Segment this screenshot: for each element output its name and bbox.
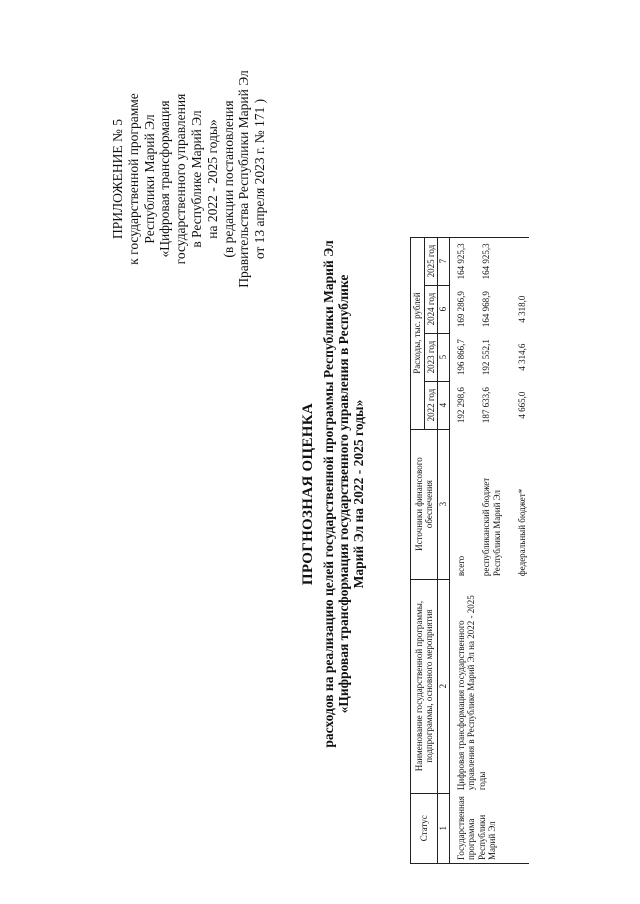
header-expenses: Расходы, тыс. рублей (411, 237, 425, 429)
header-year-2022: 2022 год (424, 381, 438, 429)
row-value: 196 866,7 (455, 339, 466, 376)
header-year-2023: 2023 год (424, 333, 438, 381)
appendix-line: (в редакции постановления (220, 100, 236, 258)
appendix-line: на 2022 - 2025 годы» (204, 119, 220, 239)
main-title: ПРОГНОЗНАЯ ОЦЕНКА (300, 402, 316, 586)
row-value: 169 286,9 (455, 291, 466, 328)
col-number: 7 (438, 237, 450, 285)
row-value: 4 314,6 (517, 343, 527, 371)
col-number: 6 (438, 285, 450, 333)
header-status: Статус (411, 793, 438, 863)
appendix-line: Республики Марий Эл (141, 114, 157, 244)
row-value: 4 318,0 (517, 295, 527, 323)
row-status: Государственная программа Республики Марий Эл (449, 793, 529, 863)
appendix-header (110, 54, 268, 304)
row-value: 192 552,1 (481, 339, 491, 376)
row-source: республиканский бюджет Республики Марий Эл (481, 477, 502, 577)
expenses-table (410, 237, 529, 864)
row-value: 164 925,3 (467, 237, 503, 285)
col-number: 5 (438, 333, 450, 381)
appendix-line: «Цифровая трансформация (157, 100, 173, 258)
table-row (449, 237, 467, 863)
appendix-line: от 13 апреля 2023 г. № 171 ) (252, 98, 268, 260)
appendix-line: государственного управления (173, 93, 189, 265)
header-name: Наименование государственной программы, подпрограммы, основного мероприятия (411, 579, 438, 793)
subtitle-line: Марий Эл на 2022 - 2025 годы» (351, 399, 366, 589)
row-value: 187 633,6 (481, 387, 491, 424)
row-value: 4 665,0 (517, 391, 527, 419)
header-source: Источники финансового обеспечения (411, 429, 438, 579)
row-value (503, 237, 529, 285)
header-year-2025: 2025 год (424, 237, 438, 285)
col-number: 1 (438, 793, 450, 863)
row-value: 164 925,3 (449, 237, 467, 285)
appendix-line: Правительства Республики Марий Эл (236, 70, 252, 288)
appendix-line: ПРИЛОЖЕНИЕ № 5 (110, 118, 125, 240)
row-value: 164 968,9 (481, 291, 491, 328)
col-number: 4 (438, 381, 450, 429)
subtitle-line: «Цифровая трансформация государственного управления в Республике (336, 274, 351, 714)
row-name: Цифровая трансформация государственного управления в Республике Марий Эл на 2022 - 2025 годы (455, 595, 487, 791)
row-source: федеральный бюджет* (517, 488, 527, 577)
header-year-2024: 2024 год (424, 285, 438, 333)
row-value: 192 298,6 (455, 387, 466, 424)
title-block (300, 184, 366, 804)
subtitle-line: расходов на реализацию целей государственной программы Республики Марий Эл (321, 240, 336, 748)
col-number: 3 (438, 429, 450, 579)
appendix-line: в Республике Марий Эл (188, 110, 204, 248)
col-number: 2 (438, 579, 450, 793)
row-source: всего (455, 555, 466, 577)
appendix-line: к государственной программе (125, 93, 141, 265)
